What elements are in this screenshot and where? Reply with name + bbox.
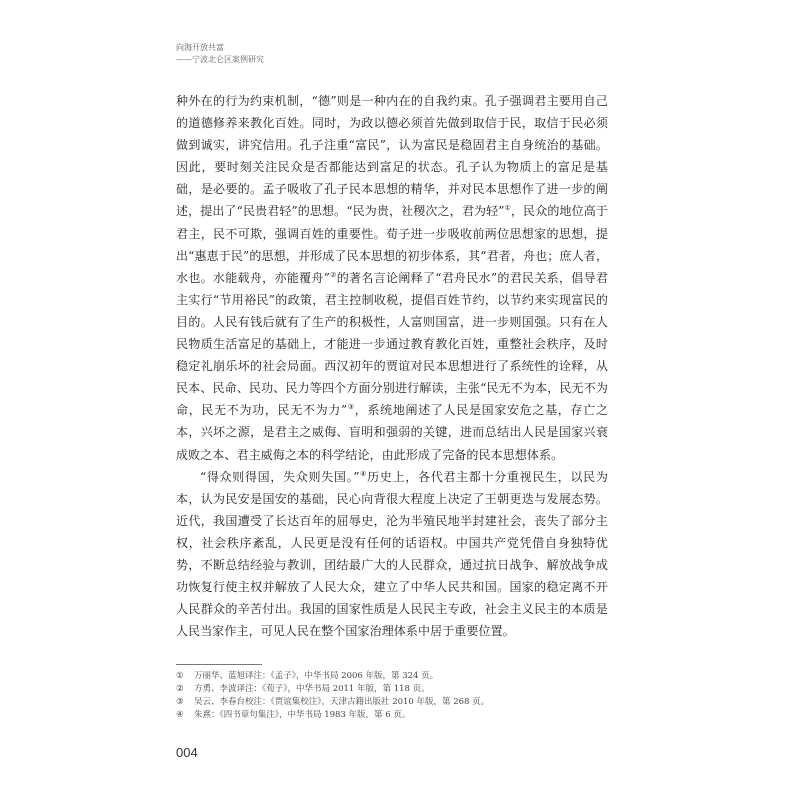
- paragraph-1-text-a: 种外在的行为约束机制，“德”则是一种内在的自我约束。孔子强调君主要用自己的道德修养来教化百姓。同时，为政以德必须首先做到取信于民，取信于民必须做到诚实，讲究信用。孔子注重“富民”，认为富民是稳固君主自身统治的基础。因此，要时刻关注民众是否都能达到富足的状态。孔子认为物质上的富足是基础，是必要的。孟子吸收了孔子民本思想的精华，并对民本思想作了进一步的阐述，提出了“民贵君轻”的思想。“民为贵，社稷次之，君为轻”: [176, 94, 608, 219]
- paragraph-2-text-a: “得众则得国，失众则失国。”: [200, 469, 360, 484]
- footnote-text: 方勇、李波译注：《荀子》，中华书局 2011 年版，第 118 页。: [194, 684, 430, 694]
- footnote-ref-2: ②: [329, 270, 337, 279]
- paragraph-2: [176, 466, 608, 643]
- book-subtitle: ——宁波北仑区案例研究: [176, 55, 264, 64]
- footnote-item: [176, 696, 608, 709]
- footnote-divider: [176, 664, 262, 665]
- footnote-ref-1: ①: [504, 204, 511, 213]
- footnote-text: 朱熹：《四书章句集注》，中华书局 1983 年版，第 6 页。: [194, 710, 411, 720]
- footnote-text: 万丽华、蓝旭译注：《孟子》，中华书局 2006 年版，第 324 页。: [194, 671, 439, 681]
- page-number: 004: [176, 745, 198, 760]
- paragraph-1-text-b: ，民众的地位高于君主，民不可欺，强调百姓的重要性。荀子进一步吸收前两位思想家的思想，提出“惠恵于民”的思想，并形成了民本思想的初步体系，其“君者，舟也；庶人者，水也。水能载舟，亦能覆舟”: [176, 204, 608, 285]
- footnote-item: [176, 670, 608, 683]
- paragraph-2-text-b: 历史上，各代君主都十分重视民生，以民为本，认为民安是国安的基础，民心向背很大程度上决定了王朝更迭与发展态势。近代，我国遭受了长达百年的屈辱史，沦为半殖民地半封建社会，丧失了部分主权，社会秩序紊乱，人民更是没有任何的话语权。中国共产党凭借自身独特优势，不断总结经验与教训，团结最广大的人民群众，通过抗日战争、解放战争成功恢复行使主权并解放了人民大众，建立了中华人民共和国。国家的稳定离不开人民群众的辛苦付出。我国的国家性质是人民民主专政，社会主义民主的本质是人民当家作主，可见人民在整个国家治理体系中居于重要位置。: [176, 469, 608, 639]
- footnote-item: [176, 709, 608, 722]
- book-title: 向海开放共富: [176, 43, 224, 52]
- footnote-ref-4: ④: [359, 469, 368, 478]
- footnote-item: [176, 683, 608, 696]
- footnote-text: 吴云、李春台校注：《贾谊集校注》，天津古籍出版社 2010 年版，第 268 页。: [194, 697, 490, 707]
- paragraph-1-text-d: ，系统地阐述了人民是国家安危之基，存亡之本，兴坏之源，是君主之威侮、盲明和强弱的关键，进而总结出人民是国家兴衰成败之本、君主威侮之本的科学结论，由此形成了完备的民本思想体系。: [176, 403, 608, 462]
- main-text: [176, 90, 608, 642]
- running-header: [176, 42, 264, 66]
- footnote-marker: ④: [176, 710, 184, 720]
- footnote-marker: ③: [176, 697, 184, 707]
- footnote-ref-3: ③: [347, 403, 355, 412]
- paragraph-1-text-c: 的著名言论阐释了“君舟民水”的君民关系，倡导君主实行“节用裕民”的政策，君主控制收税，提倡百姓节约，以节约来实现富民的目的。人民有钱后就有了生产的积极性，人富则国富，进一步则国强。只有在人民物质生活富足的基础上，才能进一步通过教育教化百姓，重整社会秩序，及时稳定礼崩乐坏的社会局面。西汉初年的贾谊对民本思想进行了系统性的诠释，从民本、民命、民功、民力等四个方面分别进行解读，主张“民无不为本，民无不为命，民无不为功，民无不为力”: [176, 270, 608, 418]
- footnotes: [176, 670, 608, 722]
- footnote-marker: ②: [176, 684, 184, 694]
- footnote-marker: ①: [176, 671, 184, 681]
- paragraph-1: [176, 90, 608, 466]
